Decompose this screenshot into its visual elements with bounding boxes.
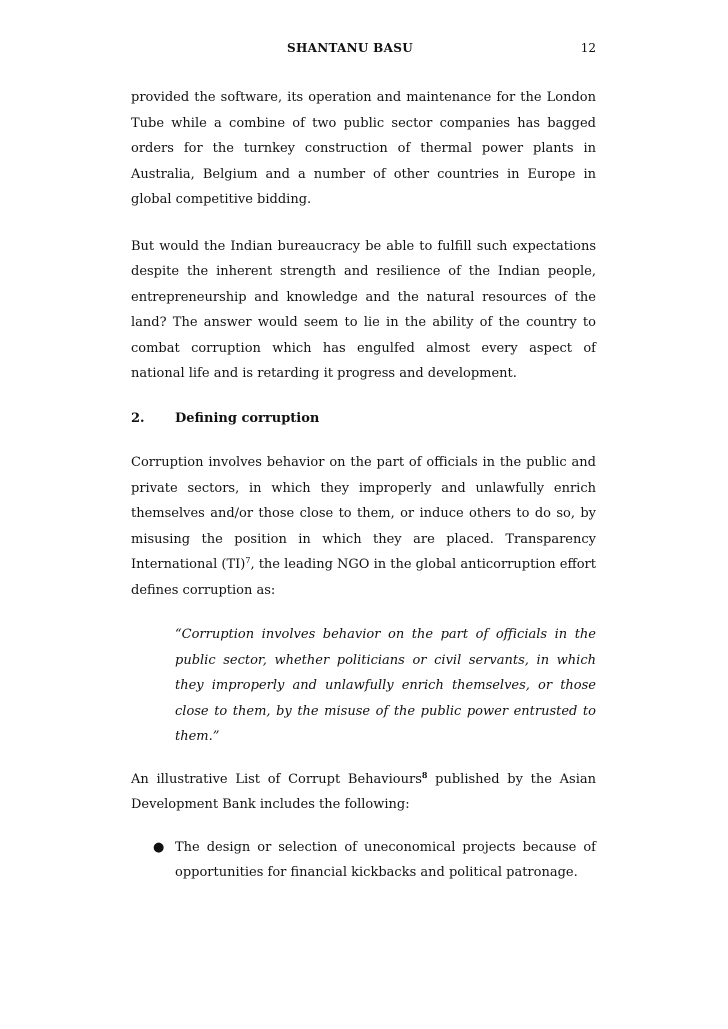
section-heading bbox=[131, 406, 596, 432]
block-quote: “Corruption involves behavior on the part of officials in the public sector, whether politicians or civil servants, in which they improperly and unlawfully enrich themselves, or those close to them, by the misuse of the public power entrusted to them.” bbox=[175, 627, 596, 744]
paragraph-1: provided the software, its operation and maintenance for the London Tube while a combine of two public sector companies has bagged orders for the turnkey construction of thermal power plants in Australia, Belgium and a number of other countries in Europe in global competitive bidding. bbox=[131, 90, 596, 207]
document-page bbox=[131, 0, 596, 886]
paragraph-3-text-cont: , the leading NGO in the global anticorruption effort defines corruption as: bbox=[131, 557, 596, 598]
bullet-list bbox=[131, 835, 596, 886]
footnote-ref-8[interactable]: 8 bbox=[421, 769, 428, 780]
page-header bbox=[131, 0, 596, 60]
paragraph-4-text: An illustrative List of Corrupt Behaviours bbox=[131, 771, 422, 787]
paragraph-4 bbox=[131, 767, 596, 818]
bullet-icon: ● bbox=[153, 839, 165, 855]
author-name: SHANTANU BASU bbox=[287, 41, 413, 55]
paragraph-2: But would the Indian bureaucracy be able to fulfill such expectations despite the inherent strength and resilience of the Indian people, entrepreneurship and knowledge and the natural resources of the land? The answer would seem to lie in the ability of the country to combat corruption which has engulfed almost every aspect of national life and is retarding it progress and development. bbox=[131, 238, 596, 381]
list-item-text: The design or selection of uneconomical projects because of opportunities for financial kickbacks and political patronage. bbox=[175, 839, 596, 880]
footnote-ref-7[interactable]: 7 bbox=[245, 556, 251, 565]
section-number: 2. bbox=[131, 410, 145, 426]
paragraph-4-text-cont: published by the Asian Development Bank includes the following: bbox=[131, 771, 597, 812]
section-title: Defining corruption bbox=[175, 410, 320, 426]
list-item bbox=[131, 835, 596, 886]
paragraph-3-text: Corruption involves behavior on the part of officials in the public and private sectors, in which they improperly and unlawfully enrich themselves and/or those close to them, or induce others to do so, by misusing the position in which they are placed. Transparency International (TI) bbox=[131, 455, 596, 572]
paragraph-3 bbox=[131, 450, 596, 603]
page-number: 12 bbox=[580, 41, 596, 55]
